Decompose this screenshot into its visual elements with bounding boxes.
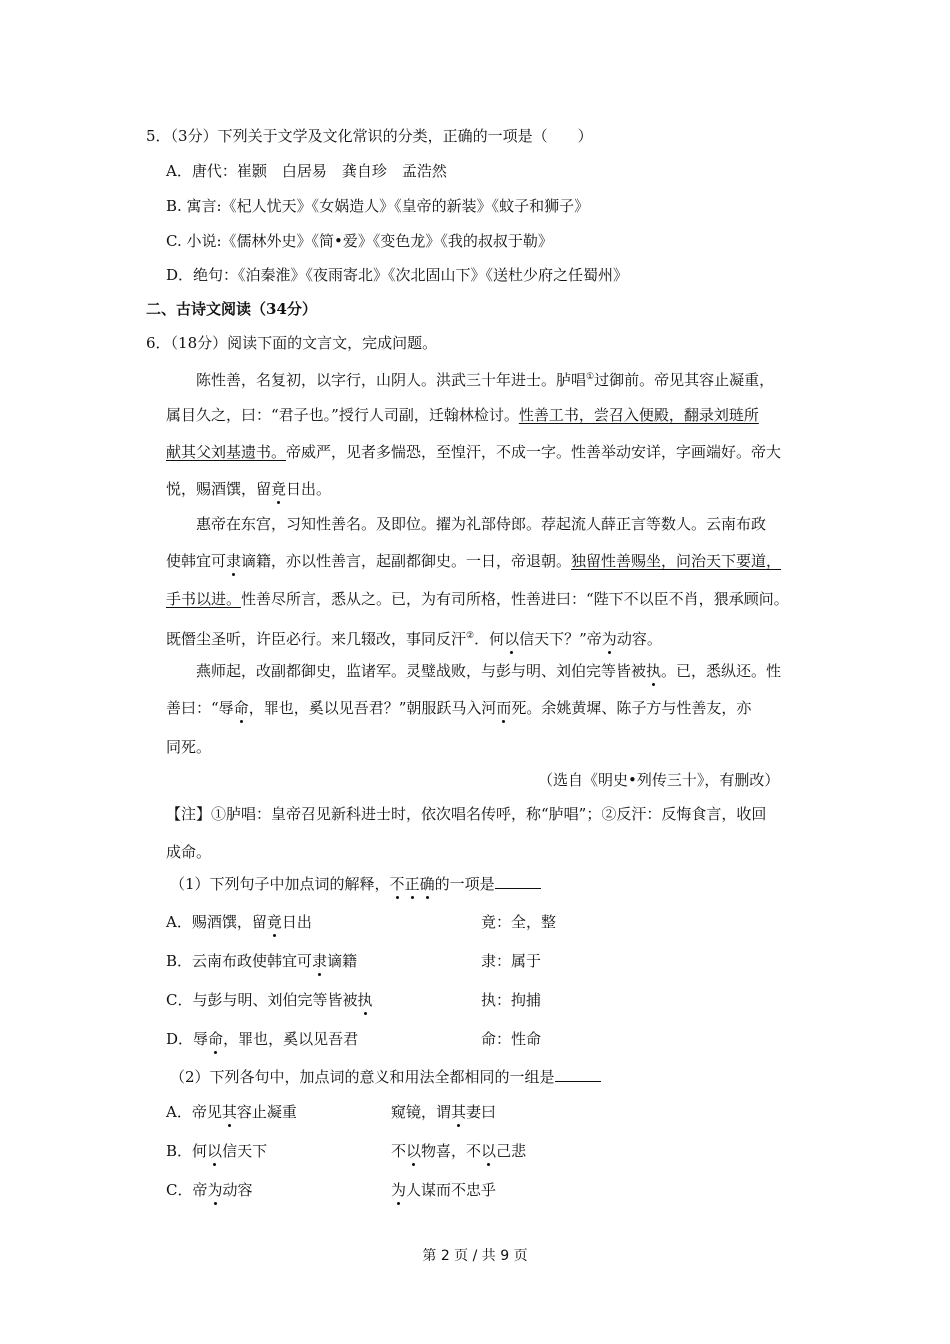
passage-p1-line2: 属目久之，曰：“君子也。”授行人司副，迁翰林检讨。性善工书，尝召入便殿，翻录刘琏所	[166, 406, 759, 424]
passage-p1-line1: 陈性善，名复初，以字行，山阴人。洪武三十年进士。胪唱①过御前。帝见其容止凝重，	[196, 371, 775, 389]
underlined-sentence-2b: 手书以进。	[166, 590, 242, 608]
passage-p2-line1: 惠帝在东宫，习知性善名。及即位。擢为礼部侍郎。荐起流人薛正言等数人。云南布政	[196, 515, 767, 533]
q5-stem: 5．（3分）下列关于文学及文化常识的分类，正确的一项是（ ）	[146, 127, 593, 145]
sub1-meaning-c: 执：拘捕	[481, 991, 542, 1009]
q5-option-c: C. 小说:《儒林外史》《简•爱》《变色龙》《我的叔叔于勒》	[166, 232, 553, 250]
dotted-char: 命	[233, 699, 249, 717]
passage-p3-line1: 燕师起，改副都御史，监诸军。灵璧战败，与彭与明、刘伯完等皆被执。已，悉纵还。性	[196, 662, 782, 680]
dotted-char: 竟	[271, 480, 287, 498]
answer-blank[interactable]	[555, 1067, 601, 1082]
sub2-compare-b: 不以物喜，不以己悲	[391, 1142, 527, 1160]
passage-p1-line3: 献其父刘基遗书。帝威严，见者多惴恐，至惶汗，不成一字。性善举动安详，字画端好。帝大	[166, 443, 782, 461]
sub1-meaning-d: 命：性命	[481, 1030, 542, 1048]
sub1-option-c: C．与彭与明、刘伯完等皆被执	[166, 991, 373, 1009]
sub1-meaning-b: 隶：属于	[481, 952, 542, 970]
passage-p2-line4: 既僭尘圣听，许臣必行。来几辍改，事同反汗②．何以信天下？”帝为动容。	[166, 630, 662, 648]
q6-stem: 6．（18分）阅读下面的文言文，完成问题。	[146, 334, 438, 352]
sub1-meaning-a: 竟：全，整	[481, 913, 557, 931]
passage-p2-line2: 使韩宜可隶谪籍，亦以性善言，起副都御史。一日，帝退朝。独留性善赐坐，问治天下要道，	[166, 552, 782, 570]
sub2-stem: （2）下列各句中，加点词的意义和用法全都相同的一组是	[170, 1067, 601, 1087]
passage-source: （选自《明史•列传三十》，有删改）	[538, 771, 780, 789]
underlined-sentence-2a: 独留性善赐坐，问治天下要道，	[571, 552, 782, 570]
sub2-compare-a: 窥镜，谓其妻曰	[391, 1103, 497, 1121]
q5-option-a: A．唐代：崔颢 白居易 龚自珍 孟浩然	[166, 162, 447, 180]
section2-title: 二、古诗文阅读（34分）	[146, 300, 317, 318]
sub2-compare-c: 为人谋而不忠乎	[391, 1181, 497, 1199]
passage-p1-line4: 悦，赐酒馔，留竟日出。	[166, 480, 332, 498]
page-number: 第 2 页 / 共 9 页	[422, 1248, 528, 1264]
dotted-char: 执	[646, 662, 662, 680]
sub1-option-d: D．辱命，罪也，奚以见吾君	[166, 1030, 359, 1048]
dotted-char: 以	[504, 630, 520, 648]
sub2-option-a: A．帝见其容止凝重	[166, 1103, 297, 1121]
sub1-stem: （1）下列句子中加点词的解释，不正确的一项是	[170, 874, 541, 894]
note-line2: 成命。	[166, 843, 212, 861]
sub2-option-c: C．帝为动容	[166, 1181, 253, 1199]
sub1-option-a: A．赐酒馔，留竟日出	[166, 913, 312, 931]
sub1-option-b: B．云南布政使韩宜可隶谪籍	[166, 952, 358, 970]
dotted-char: 为	[601, 630, 617, 648]
sub2-option-b: B．何以信天下	[166, 1142, 268, 1160]
q5-option-b: B. 寓言:《杞人忧天》《女娲造人》《皇帝的新装》《蚊子和狮子》	[166, 197, 590, 215]
passage-p3-line3: 同死。	[166, 738, 212, 756]
q5-option-d: D．绝句：《泊秦淮》《夜雨寄北》《次北固山下》《送杜少府之任蜀州》	[166, 266, 629, 284]
passage-p2-line3: 手书以进。性善尽所言，悉从之。已，为有司所格，性善进曰：“陛下不以臣不肖，猥承顾问。	[166, 590, 789, 608]
dotted-char: 而	[496, 699, 512, 717]
answer-blank[interactable]	[495, 874, 541, 889]
passage-p3-line2: 善曰：“辱命，罪也，奚以见吾君？”朝服跃马入河而死。余姚黄墀、陈子方与性善友，亦	[166, 699, 752, 717]
underlined-sentence-1a: 性善工书，尝召入便殿，翻录刘琏所	[518, 406, 759, 424]
dotted-char: 隶	[226, 552, 242, 570]
underlined-sentence-1b: 献其父刘基遗书。	[166, 443, 287, 461]
note-line1: 【注】①胪唱：皇帝召见新科进士时，依次唱名传呼，称“胪唱”；②反汗：反悔食言，收回	[166, 805, 767, 823]
